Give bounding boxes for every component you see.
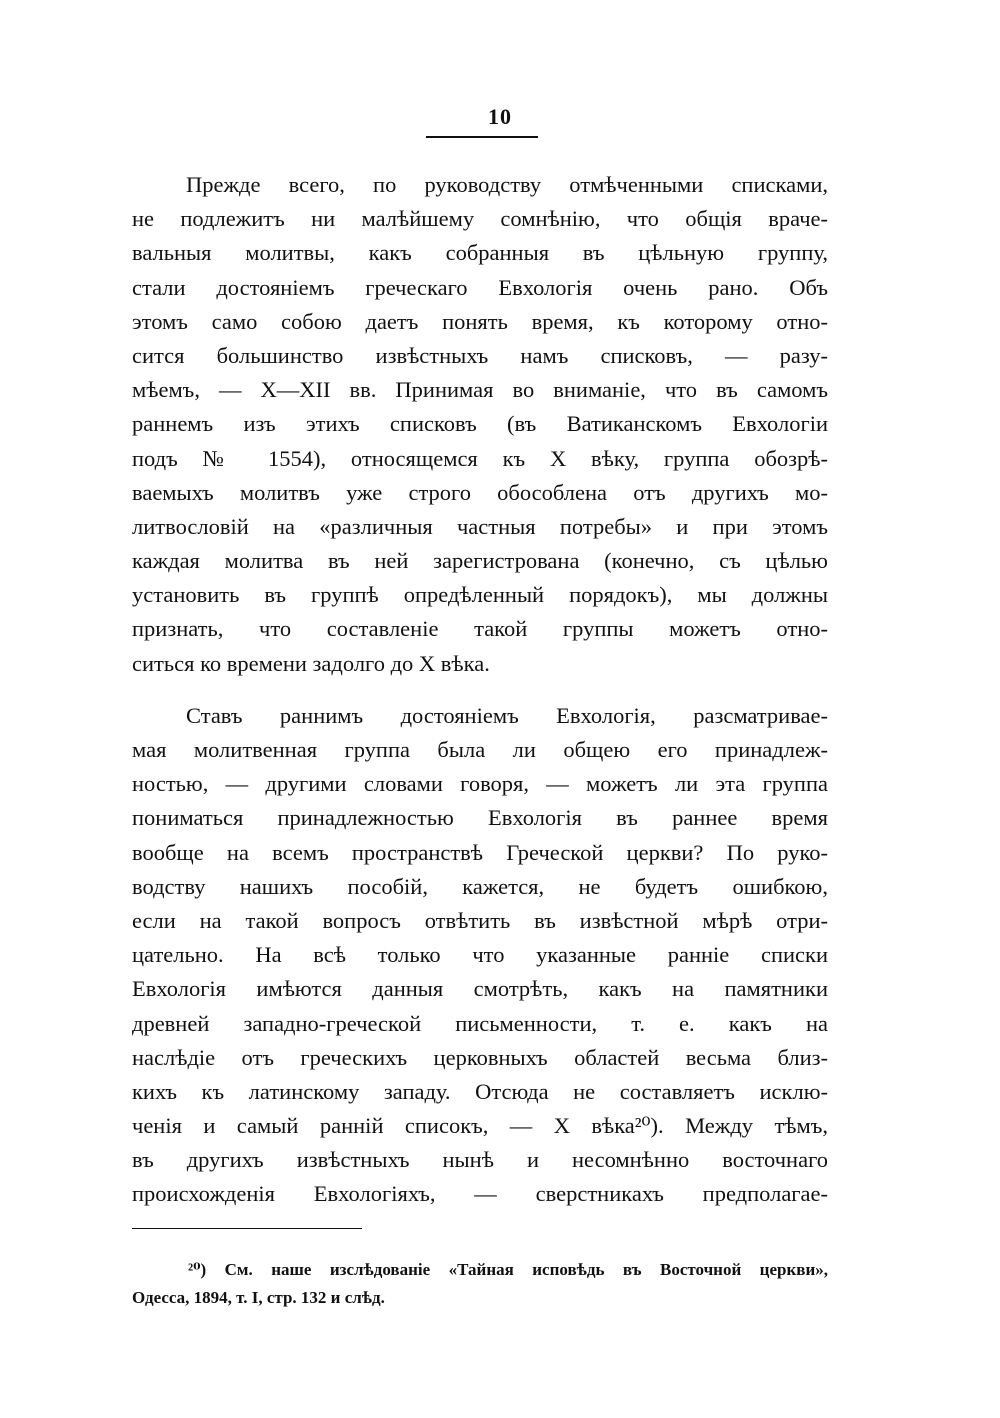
text-line: не подлежитъ ни малѣйшему сомнѣнію, что общія враче- <box>132 206 828 232</box>
text-line: Ставъ раннимъ достояніемъ Евхологія, разсматривае- <box>186 702 828 728</box>
text-line: древней западно-греческой письменности, т. е. какъ на <box>132 1010 828 1036</box>
text-line: кихъ къ латинскому западу. Отсюда не составляетъ исклю- <box>132 1078 828 1104</box>
text-line: этомъ само собою даетъ понять время, къ которому отно- <box>132 308 828 334</box>
text-line: признать, что составленіе такой группы можетъ отно- <box>132 616 828 642</box>
text-line: мая молитвенная группа была ли общею его принадлеж- <box>132 737 828 762</box>
text-line: подъ № 1554), относящемся къ X вѣку, группа обозрѣ- <box>132 445 828 471</box>
text-line: раннемъ изъ этихъ списковъ (въ Ватиканскомъ Евхологіи <box>132 411 828 437</box>
text-line: наслѣдіе отъ греческихъ церковныхъ областей весьма близ- <box>132 1044 828 1070</box>
text-line: стали достояніемъ греческаго Евхологія очень рано. Объ <box>132 274 828 300</box>
text-line: сится большинство извѣстныхъ намъ списковъ, — разу- <box>132 342 828 368</box>
page-number-container <box>0 104 1000 130</box>
text-line: ваемыхъ молитвъ уже строго обособлена отъ другихъ мо- <box>132 479 828 505</box>
text-line: литвословій на «различныя частныя потребы» и при этомъ <box>132 513 828 539</box>
text-line: если на такой вопросъ отвѣтить въ извѣстной мѣрѣ отри- <box>132 907 828 933</box>
text-line: происхожденія Евхологіяхъ, — сверстникахъ предполагае- <box>132 1181 828 1207</box>
text-line: вообще на всемъ пространствѣ Греческой церкви? По руко- <box>132 839 828 865</box>
text-line: пониматься принадлежностью Евхологія въ раннее время <box>132 805 828 831</box>
paragraph-2 <box>132 699 828 1212</box>
text-line: мѣемъ, — X—XII вв. Принимая во вниманіе, что въ самомъ <box>132 377 828 403</box>
text-line: цательно. На всѣ только что указанные ранніе списки <box>132 942 828 968</box>
text-line: въ другихъ извѣстныхъ нынѣ и несомнѣнно восточнаго <box>132 1147 828 1173</box>
page-number-underline <box>426 136 538 138</box>
text-line: каждая молитва въ ней зарегистрована (конечно, съ цѣлью <box>132 548 828 574</box>
footnote <box>132 1256 828 1312</box>
footnote-separator <box>132 1228 362 1229</box>
paragraph-gap <box>132 681 828 699</box>
page-number: 10 <box>488 104 512 129</box>
paragraph-1 <box>132 168 828 681</box>
text-line: Евхологія имѣются данныя смотрѣть, какъ на памятники <box>132 976 828 1002</box>
footnote-line: Одесса, 1894, т. I, стр. 132 и слѣд. <box>132 1288 385 1307</box>
body-text <box>132 168 828 1212</box>
footnote-line: ²⁰) См. наше изслѣдованіе «Тайная исповѣдь въ Восточной церкви», <box>188 1260 828 1279</box>
text-line: установить въ группѣ опредѣленный порядокъ), мы должны <box>132 582 828 608</box>
text-line: ченія и самый ранній списокъ, — X вѣка²⁰). Между тѣмъ, <box>132 1113 828 1139</box>
text-line: ситься ко времени задолго до X вѣка. <box>132 650 490 676</box>
text-line: Прежде всего, по руководству отмѣченными списками, <box>186 172 828 197</box>
text-line: ностью, — другими словами говоря, — можетъ ли эта группа <box>132 771 828 797</box>
text-line: водству нашихъ пособій, кажется, не будетъ ошибкою, <box>132 873 828 899</box>
text-line: вальныя молитвы, какъ собранныя въ цѣльную группу, <box>132 240 828 266</box>
